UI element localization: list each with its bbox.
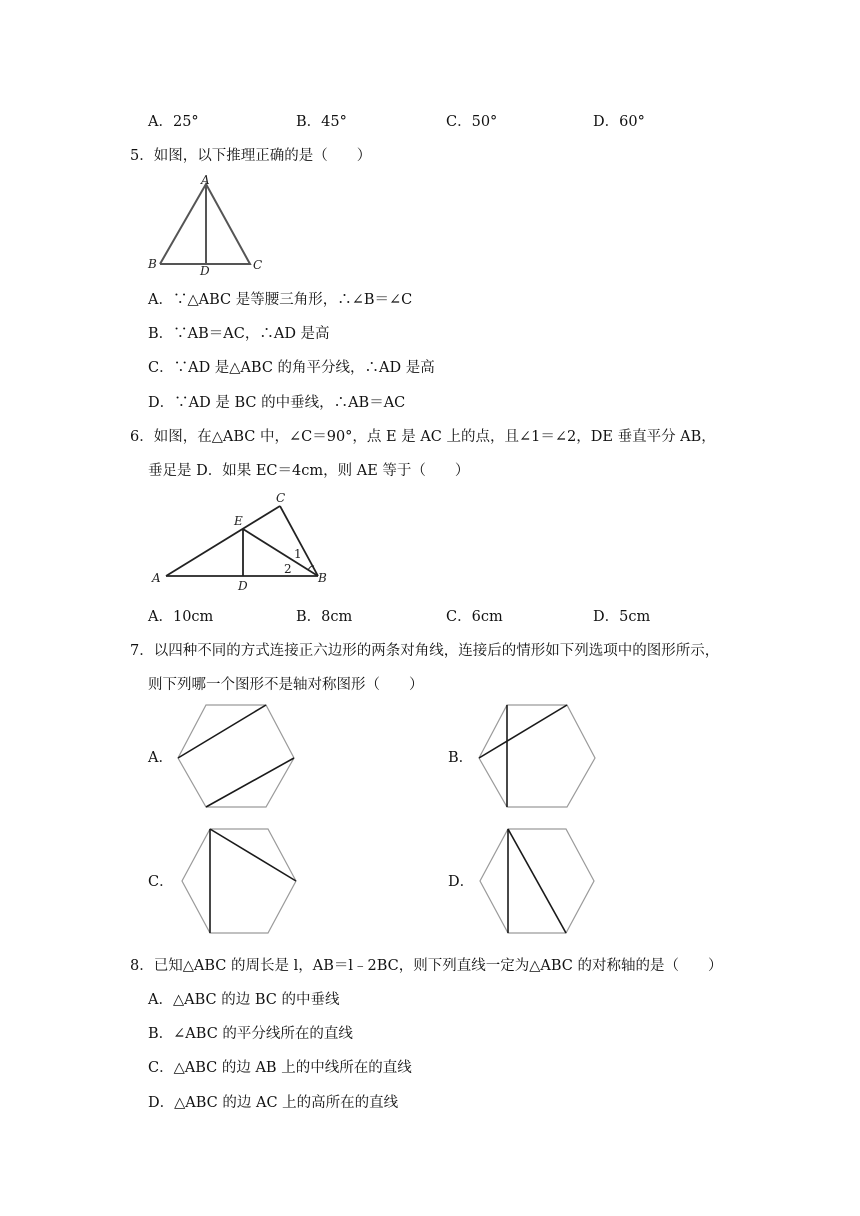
q6-label-a: A: [152, 571, 161, 585]
q7-hexagon-d: [478, 827, 598, 935]
q6-label-c: C: [276, 491, 286, 505]
q6-option-c: C．6cm: [446, 609, 503, 625]
q8-option-d: D．△ABC 的边 AC 上的高所在的直线: [148, 1095, 399, 1111]
q7-stem-line2: 则下列哪一个图形不是轴对称图形（ ）: [148, 677, 424, 693]
q4-option-d: D．60°: [593, 114, 645, 130]
q4-option-a: A．25°: [148, 114, 199, 130]
q8-stem: 8．已知△ABC 的周长是 l，AB＝l﹣2BC，则下列直线一定为△ABC 的对称轴的是（ ）: [130, 958, 723, 974]
q6-option-d: D．5cm: [593, 609, 651, 625]
q7-option-b-label: B．: [448, 750, 474, 766]
q5-label-b: B: [148, 257, 157, 271]
q6-angle-1: 1: [294, 547, 302, 561]
q5-stem: 5．如图，以下推理正确的是（ ）: [130, 148, 372, 164]
q6-stem-line2: 垂足是 D．如果 EC＝4cm，则 AE 等于（ ）: [148, 463, 470, 479]
q6-label-e: E: [234, 514, 243, 528]
q6-label-d: D: [238, 579, 248, 593]
q5-label-a: A: [201, 173, 210, 187]
q6-option-a: A．10cm: [148, 609, 214, 625]
q6-angle-2: 2: [284, 562, 292, 576]
q5-option-b: B．∵AB＝AC，∴AD 是高: [148, 326, 330, 342]
q6-stem-line1: 6．如图，在△ABC 中，∠C＝90°，点 E 是 AC 上的点，且∠1＝∠2，DE 垂直平分 AB，: [130, 429, 716, 445]
q7-hexagon-c: [180, 827, 300, 935]
q8-option-a: A．△ABC 的边 BC 的中垂线: [148, 992, 340, 1008]
q5-label-c: C: [253, 258, 263, 272]
q7-option-d-label: D．: [448, 874, 475, 890]
q6-option-b: B．8cm: [296, 609, 353, 625]
q5-option-c: C．∵AD 是△ABC 的角平分线，∴AD 是高: [148, 360, 435, 376]
q7-hexagon-b: [477, 703, 597, 808]
q5-triangle-figure: [140, 173, 270, 278]
q8-option-c: C．△ABC 的边 AB 上的中线所在的直线: [148, 1060, 412, 1076]
q7-stem-line1: 7．以四种不同的方式连接正六边形的两条对角线，连接后的情形如下列选项中的图形所示，: [130, 643, 720, 659]
q4-option-c: C．50°: [446, 114, 498, 130]
q7-option-a-label: A．: [148, 750, 173, 766]
q7-option-c-label: C．: [148, 874, 174, 890]
q7-hexagon-a: [176, 703, 296, 808]
q5-option-a: A．∵△ABC 是等腰三角形，∴∠B＝∠C: [148, 292, 413, 308]
q5-option-d: D．∵AD 是 BC 的中垂线，∴AB＝AC: [148, 395, 406, 411]
q8-option-b: B．∠ABC 的平分线所在的直线: [148, 1026, 353, 1042]
q4-option-b: B．45°: [296, 114, 347, 130]
q5-label-d: D: [200, 264, 210, 278]
q6-label-b: B: [318, 571, 327, 585]
q6-right-triangle-figure: [148, 488, 348, 593]
